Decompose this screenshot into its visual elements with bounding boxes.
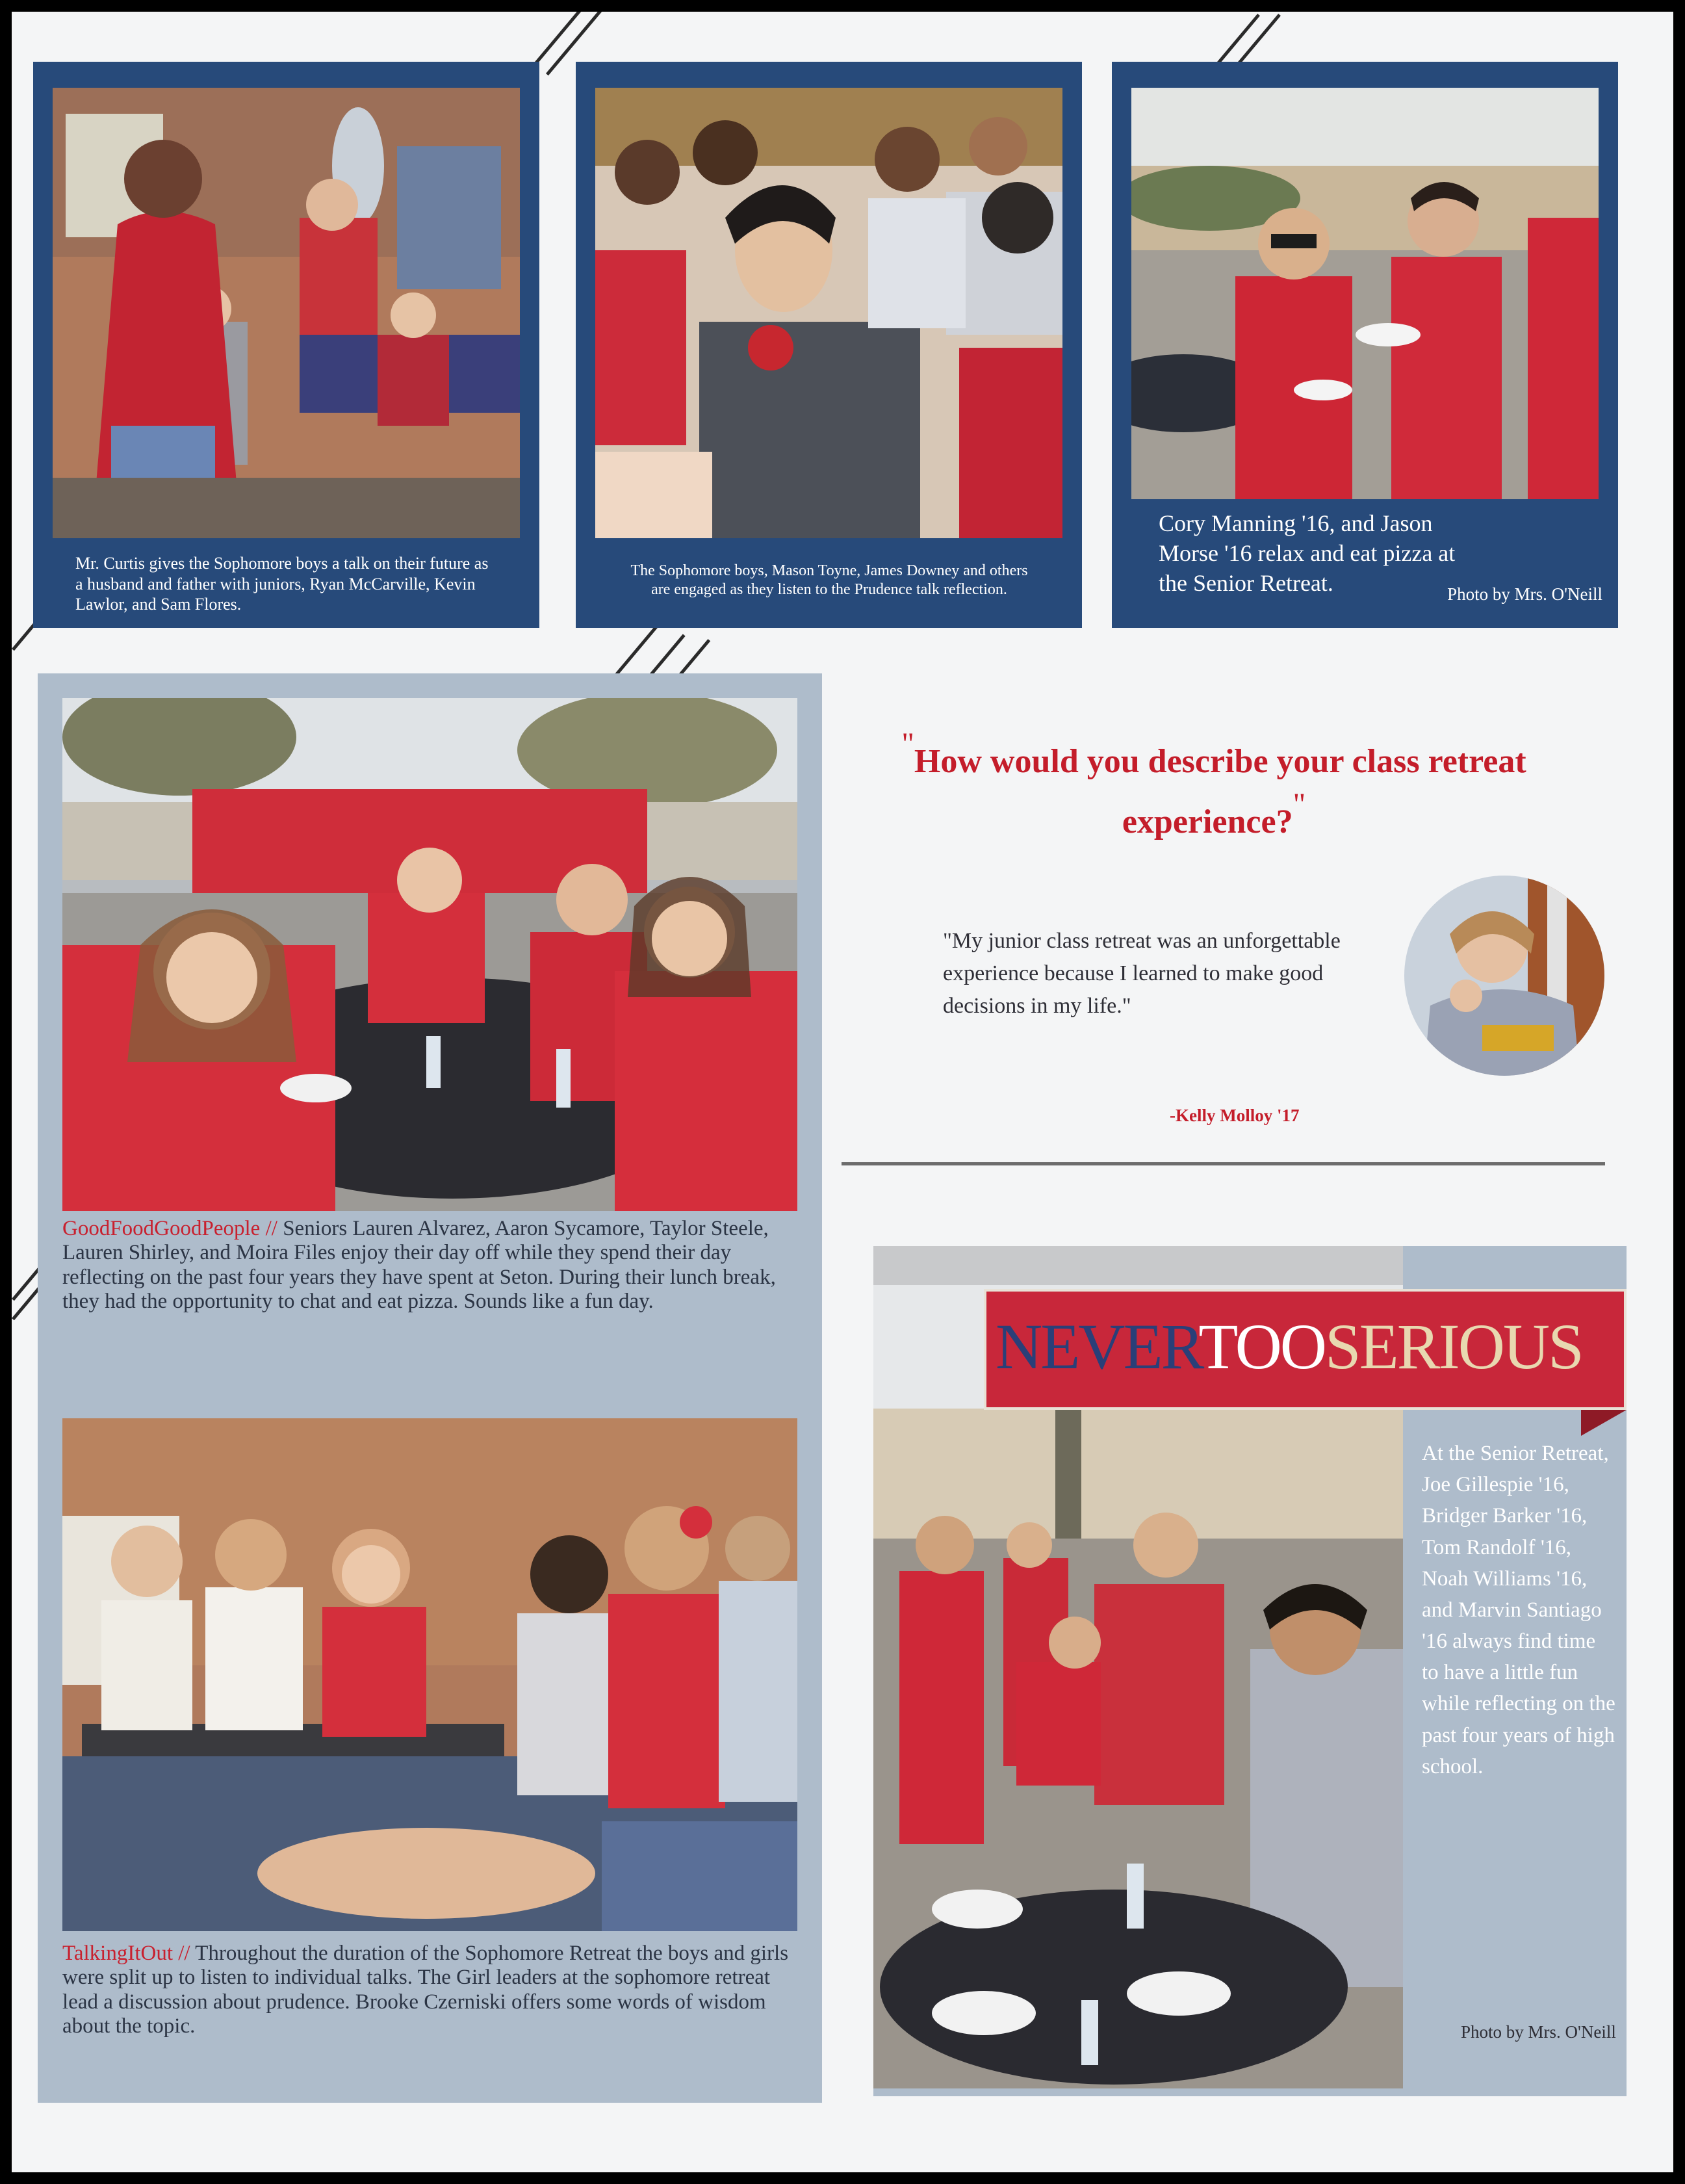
caption-separator: // <box>265 1217 277 1240</box>
banner-word-too: TOO <box>1198 1310 1326 1383</box>
cory-jason-pizza-photo <box>1131 88 1599 499</box>
top-middle-photo-panel <box>576 62 1082 628</box>
banner-word-serious: SERIOUS <box>1325 1310 1582 1383</box>
mr-curtis-talk-photo <box>53 88 520 538</box>
sophomore-boys-photo <box>595 88 1062 538</box>
quote-question <box>830 727 1597 852</box>
seniors-lunch-panel <box>38 673 822 1409</box>
talking-it-out-photo <box>62 1418 797 1931</box>
banner-fold <box>1581 1410 1627 1436</box>
banner-word-never: NEVER <box>996 1310 1199 1383</box>
seniors-lunch-caption-lead: GoodFoodGoodPeople <box>62 1217 261 1240</box>
close-quote-mark: " <box>1293 787 1306 822</box>
never-too-serious-caption: At the Senior Retreat, Joe Gillespie '16, Bridger Barker '16, Tom Randolf '16, Noah Williams '16, and Marvin Santiago '16 always find time to have a little fun while reflecting on the past four years of high school. <box>1422 1442 1615 1778</box>
seniors-lunch-caption-text: Seniors Lauren Alvarez, Aaron Sycamore, Taylor Steele, Lauren Shirley, and Moira Files enjoy their day off while they spend their day reflecting on the past four years they have spent at Seton. During their lunch break, they had the opportunity to chat and eat pizza. Sounds like a fun day. <box>62 1217 776 1313</box>
never-too-serious-panel <box>873 1246 1627 2096</box>
top-left-caption: Mr. Curtis gives the Sophomore boys a talk on their future as a husband and father with juniors, Ryan McCarville, Kevin Lawlor, and Sam Flores. <box>75 554 489 614</box>
seniors-lunch-photo <box>62 698 797 1211</box>
caption-separator: // <box>178 1942 190 1965</box>
quote-question-text: How would you describe your class retreat experience? <box>914 743 1526 840</box>
top-left-photo-panel <box>33 62 539 628</box>
talking-it-out-panel <box>38 1409 822 2103</box>
never-too-serious-photo-credit: Photo by Mrs. O'Neill <box>1461 2022 1616 2042</box>
open-quote-mark: " <box>901 727 914 761</box>
talking-it-out-caption <box>62 1942 797 2038</box>
quote-body: "My junior class retreat was an unforgettable experience because I learned to make good decisions in my life." <box>943 929 1341 1018</box>
top-right-photo-panel <box>1112 62 1618 628</box>
top-right-caption: Cory Manning '16, and Jason Morse '16 relax and eat pizza at the Senior Retreat. <box>1159 510 1456 597</box>
top-middle-caption: The Sophomore boys, Mason Toyne, James Downey and others are engaged as they listen to the Prudence talk reflection. <box>630 562 1028 599</box>
section-divider <box>842 1162 1605 1165</box>
never-too-serious-title <box>996 1311 1582 1383</box>
quote-attribution: -Kelly Molloy '17 <box>1170 1106 1300 1125</box>
seniors-lunch-caption <box>62 1217 797 1314</box>
kelly-molloy-portrait <box>1404 876 1604 1076</box>
top-right-photo-credit: Photo by Mrs. O'Neill <box>1447 584 1602 604</box>
talking-it-out-caption-lead: TalkingItOut <box>62 1942 173 1965</box>
never-too-serious-banner <box>984 1289 1627 1410</box>
yearbook-page <box>12 12 1673 2172</box>
talking-it-out-caption-text: Throughout the duration of the Sophomore Retreat the boys and girls were split up to listen to individual talks. The Girl leaders at the sophomore retreat lead a discussion about prudence. Brooke Czerniski offers some words of wisdom about the topic. <box>62 1942 789 2038</box>
